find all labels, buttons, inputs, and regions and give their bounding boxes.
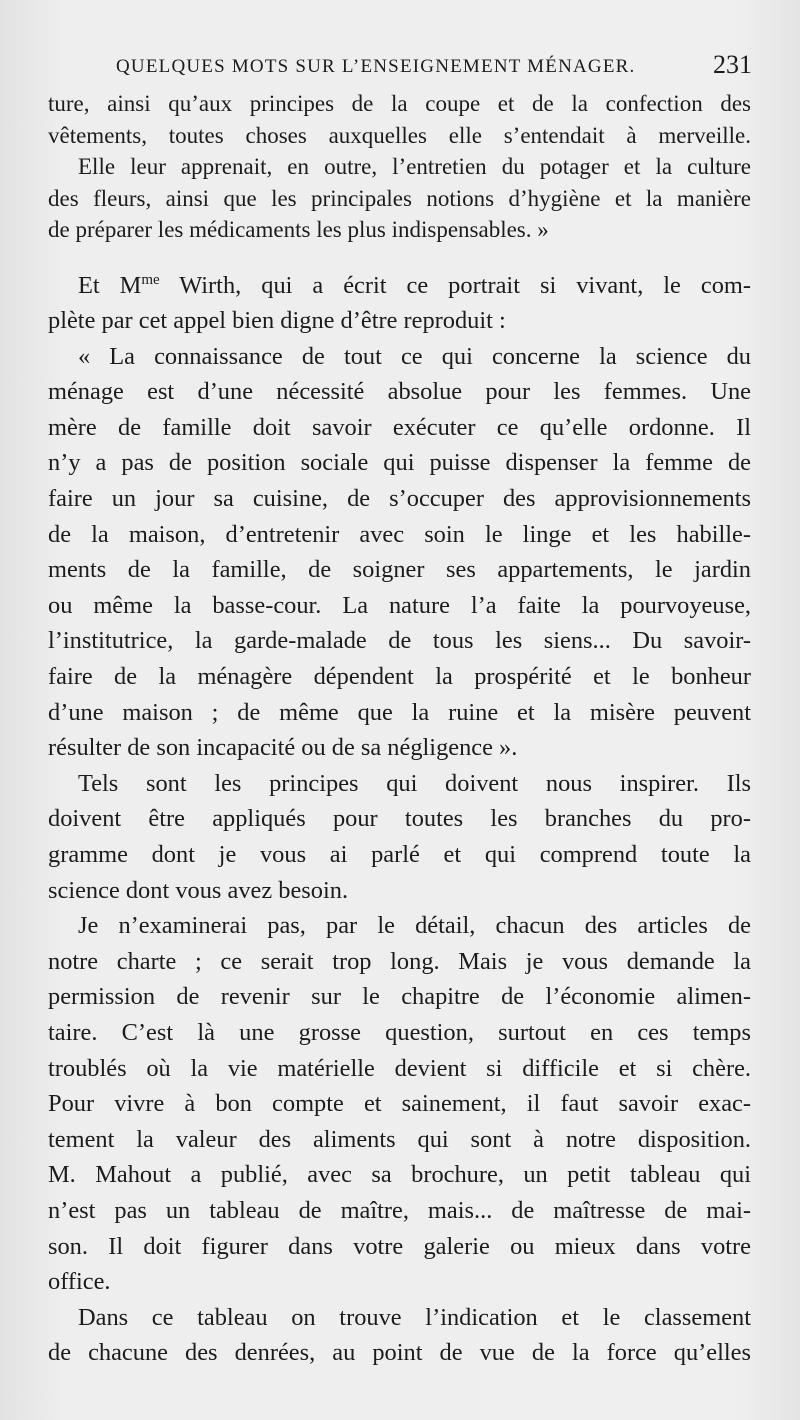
text-line: ou même la basse-cour. La nature l’a faite la pourvoyeuse,: [48, 591, 751, 619]
text-line: notre charte ; ce serait trop long. Mais je vous demande la: [48, 947, 751, 975]
text-line: des fleurs, ainsi que les principales notions d’hygiène et la manière: [48, 185, 751, 211]
text-line: [48, 268, 751, 304]
page-header: [116, 50, 752, 84]
text-line: d’une maison ; de même que la ruine et la misère peuvent: [48, 698, 751, 726]
text-line: « La connaissance de tout ce qui concerne la science du: [78, 342, 751, 370]
text-line: ture, ainsi qu’aux principes de la coupe et de la confection des: [48, 91, 751, 116]
running-title: QUELQUES MOTS SUR L’ENSEIGNEMENT MÉNAGER.: [116, 56, 636, 77]
text-line: M. Mahout a publié, avec sa brochure, un petit tableau qui: [48, 1161, 751, 1189]
text-line: Je n’examinerai pas, par le détail, chacun des articles de: [78, 912, 751, 940]
text-line: de la maison, d’entretenir avec soin le linge et les habille-: [48, 520, 751, 548]
text-line: faire de la ménagère dépendent la prospérité et le bonheur: [48, 663, 751, 691]
paragraph-2: [48, 268, 751, 339]
text-line: taire. C’est là une grosse question, surtout en ces temps: [48, 1018, 751, 1046]
paragraph-4: [48, 766, 751, 908]
text-line: Pour vivre à bon compte et sainement, il faut savoir exac-: [48, 1090, 751, 1118]
paragraph-gap: [48, 246, 751, 268]
superscript: me: [141, 271, 160, 288]
text-line: Dans ce tableau on trouve l’indication et le classement: [78, 1303, 751, 1331]
text-line: Elle leur apprenait, en outre, l’entretien du potager et la culture: [78, 154, 751, 179]
text-line: n’est pas un tableau de maître, mais... de maîtresse de mai-: [48, 1196, 751, 1224]
text-line: résulter de son incapacité ou de sa négligence ».: [48, 734, 518, 762]
text-line: l’institutrice, la garde-malade de tous les siens... Du savoir-: [48, 627, 751, 655]
text-fragment: Et M: [78, 271, 142, 299]
text-line: tement la valeur des aliments qui sont à notre disposition.: [48, 1125, 751, 1153]
text-line: vêtements, toutes choses auxquelles elle s’entendait à merveille.: [48, 122, 751, 148]
text-line: doivent être appliqués pour toutes les branches du pro-: [48, 805, 751, 833]
text-line: troublés où la vie matérielle devient si difficile et si chère.: [48, 1054, 751, 1082]
paragraph-3: [48, 339, 751, 766]
text-line: ménage est d’une nécessité absolue pour les femmes. Une: [48, 378, 751, 406]
text-line: plète par cet appel bien digne d’être reproduit :: [48, 307, 506, 335]
paragraph-1: [48, 88, 751, 246]
text-line: permission de revenir sur le chapitre de l’économie alimen-: [48, 983, 751, 1011]
text-line: n’y a pas de position sociale qui puisse dispenser la femme de: [48, 449, 751, 477]
text-line: office.: [48, 1268, 111, 1296]
text-line: son. Il doit figurer dans votre galerie ou mieux dans votre: [48, 1232, 751, 1260]
paragraph-5: [48, 908, 751, 1300]
text-line: faire un jour sa cuisine, de s’occuper des approvisionnements: [48, 485, 751, 513]
text-line: science dont vous avez besoin.: [48, 876, 349, 904]
page-number: 231: [713, 50, 752, 79]
text-line: gramme dont je vous ai parlé et qui comprend toute la: [48, 841, 751, 868]
text-line: Tels sont les principes qui doivent nous inspirer. Ils: [78, 769, 751, 797]
text-line: ments de la famille, de soigner ses appartements, le jardin: [48, 556, 751, 584]
text-fragment: Wirth, qui a écrit ce portrait si vivant, le com-: [159, 271, 751, 299]
body-text: [48, 88, 751, 1371]
text-line: de préparer les médicaments les plus indispensables. »: [48, 217, 549, 242]
paragraph-6: [48, 1300, 751, 1371]
text-line: mère de famille doit savoir exécuter ce qu’elle ordonne. Il: [48, 413, 751, 441]
text-line: de chacune des denrées, au point de vue de la force qu’elles: [48, 1339, 751, 1367]
